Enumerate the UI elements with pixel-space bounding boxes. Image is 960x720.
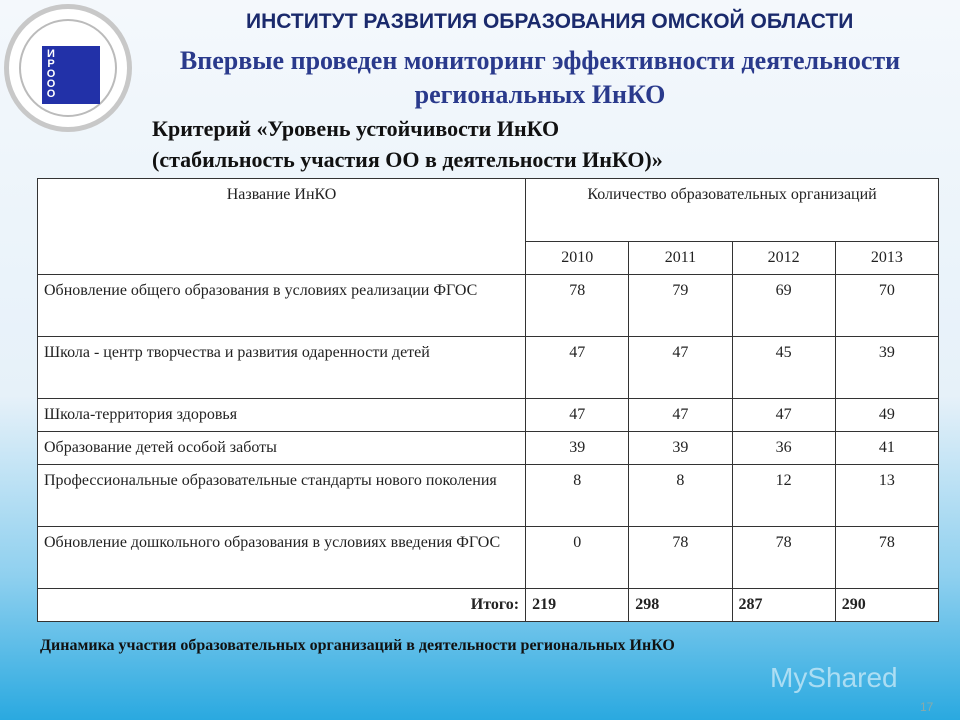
row-value: 78 <box>629 527 732 589</box>
row-value: 8 <box>629 465 732 527</box>
criterion <box>152 113 663 175</box>
row-name: Образование детей особой заботы <box>38 432 526 465</box>
page-number: 17 <box>920 700 934 714</box>
table-row <box>38 432 939 465</box>
row-value: 39 <box>526 432 629 465</box>
row-name: Обновление общего образования в условиях реализации ФГОС <box>38 275 526 337</box>
year-header: 2013 <box>835 242 938 275</box>
row-value: 0 <box>526 527 629 589</box>
table-row <box>38 465 939 527</box>
year-header: 2010 <box>526 242 629 275</box>
institute-name: ИНСТИТУТ РАЗВИТИЯ ОБРАЗОВАНИЯ ОМСКОЙ ОБЛАСТИ <box>246 10 854 33</box>
table-row <box>38 337 939 399</box>
table-row <box>38 399 939 432</box>
row-name: Школа-территория здоровья <box>38 399 526 432</box>
total-value: 298 <box>629 589 732 622</box>
col-header-name: Название ИнКО <box>38 179 526 275</box>
row-value: 79 <box>629 275 732 337</box>
row-value: 69 <box>732 275 835 337</box>
logo-text: ИРООО <box>45 48 57 98</box>
total-value: 290 <box>835 589 938 622</box>
total-value: 219 <box>526 589 629 622</box>
total-label: Итого: <box>38 589 526 622</box>
row-value: 47 <box>526 337 629 399</box>
row-value: 78 <box>732 527 835 589</box>
year-header: 2011 <box>629 242 732 275</box>
caption: Динамика участия образовательных организаций в деятельности региональных ИнКО <box>40 637 675 654</box>
row-value: 13 <box>835 465 938 527</box>
inko-table <box>37 178 939 622</box>
criterion-line1: Критерий «Уровень устойчивости ИнКО <box>152 116 560 141</box>
slide-title: Впервые проведен мониторинг эффективности деятельности региональных ИнКО <box>179 46 901 109</box>
total-value: 287 <box>732 589 835 622</box>
row-value: 12 <box>732 465 835 527</box>
row-value: 47 <box>629 399 732 432</box>
watermark: MyShared <box>770 662 898 693</box>
row-value: 47 <box>629 337 732 399</box>
row-name: Обновление дошкольного образования в условиях введения ФГОС <box>38 527 526 589</box>
row-value: 78 <box>835 527 938 589</box>
row-value: 39 <box>629 432 732 465</box>
row-value: 36 <box>732 432 835 465</box>
row-name: Профессиональные образовательные стандарты нового поколения <box>38 465 526 527</box>
table-row <box>38 527 939 589</box>
row-value: 78 <box>526 275 629 337</box>
row-value: 39 <box>835 337 938 399</box>
table-row <box>38 275 939 337</box>
row-name: Школа - центр творчества и развития одаренности детей <box>38 337 526 399</box>
row-value: 41 <box>835 432 938 465</box>
col-header-count: Количество образовательных организаций <box>526 179 939 242</box>
row-value: 8 <box>526 465 629 527</box>
row-value: 49 <box>835 399 938 432</box>
year-header: 2012 <box>732 242 835 275</box>
institute-logo <box>4 4 132 132</box>
row-value: 70 <box>835 275 938 337</box>
criterion-line2: (стабильность участия ОО в деятельности ИнКО)» <box>152 147 663 172</box>
row-value: 47 <box>732 399 835 432</box>
row-value: 47 <box>526 399 629 432</box>
row-value: 45 <box>732 337 835 399</box>
